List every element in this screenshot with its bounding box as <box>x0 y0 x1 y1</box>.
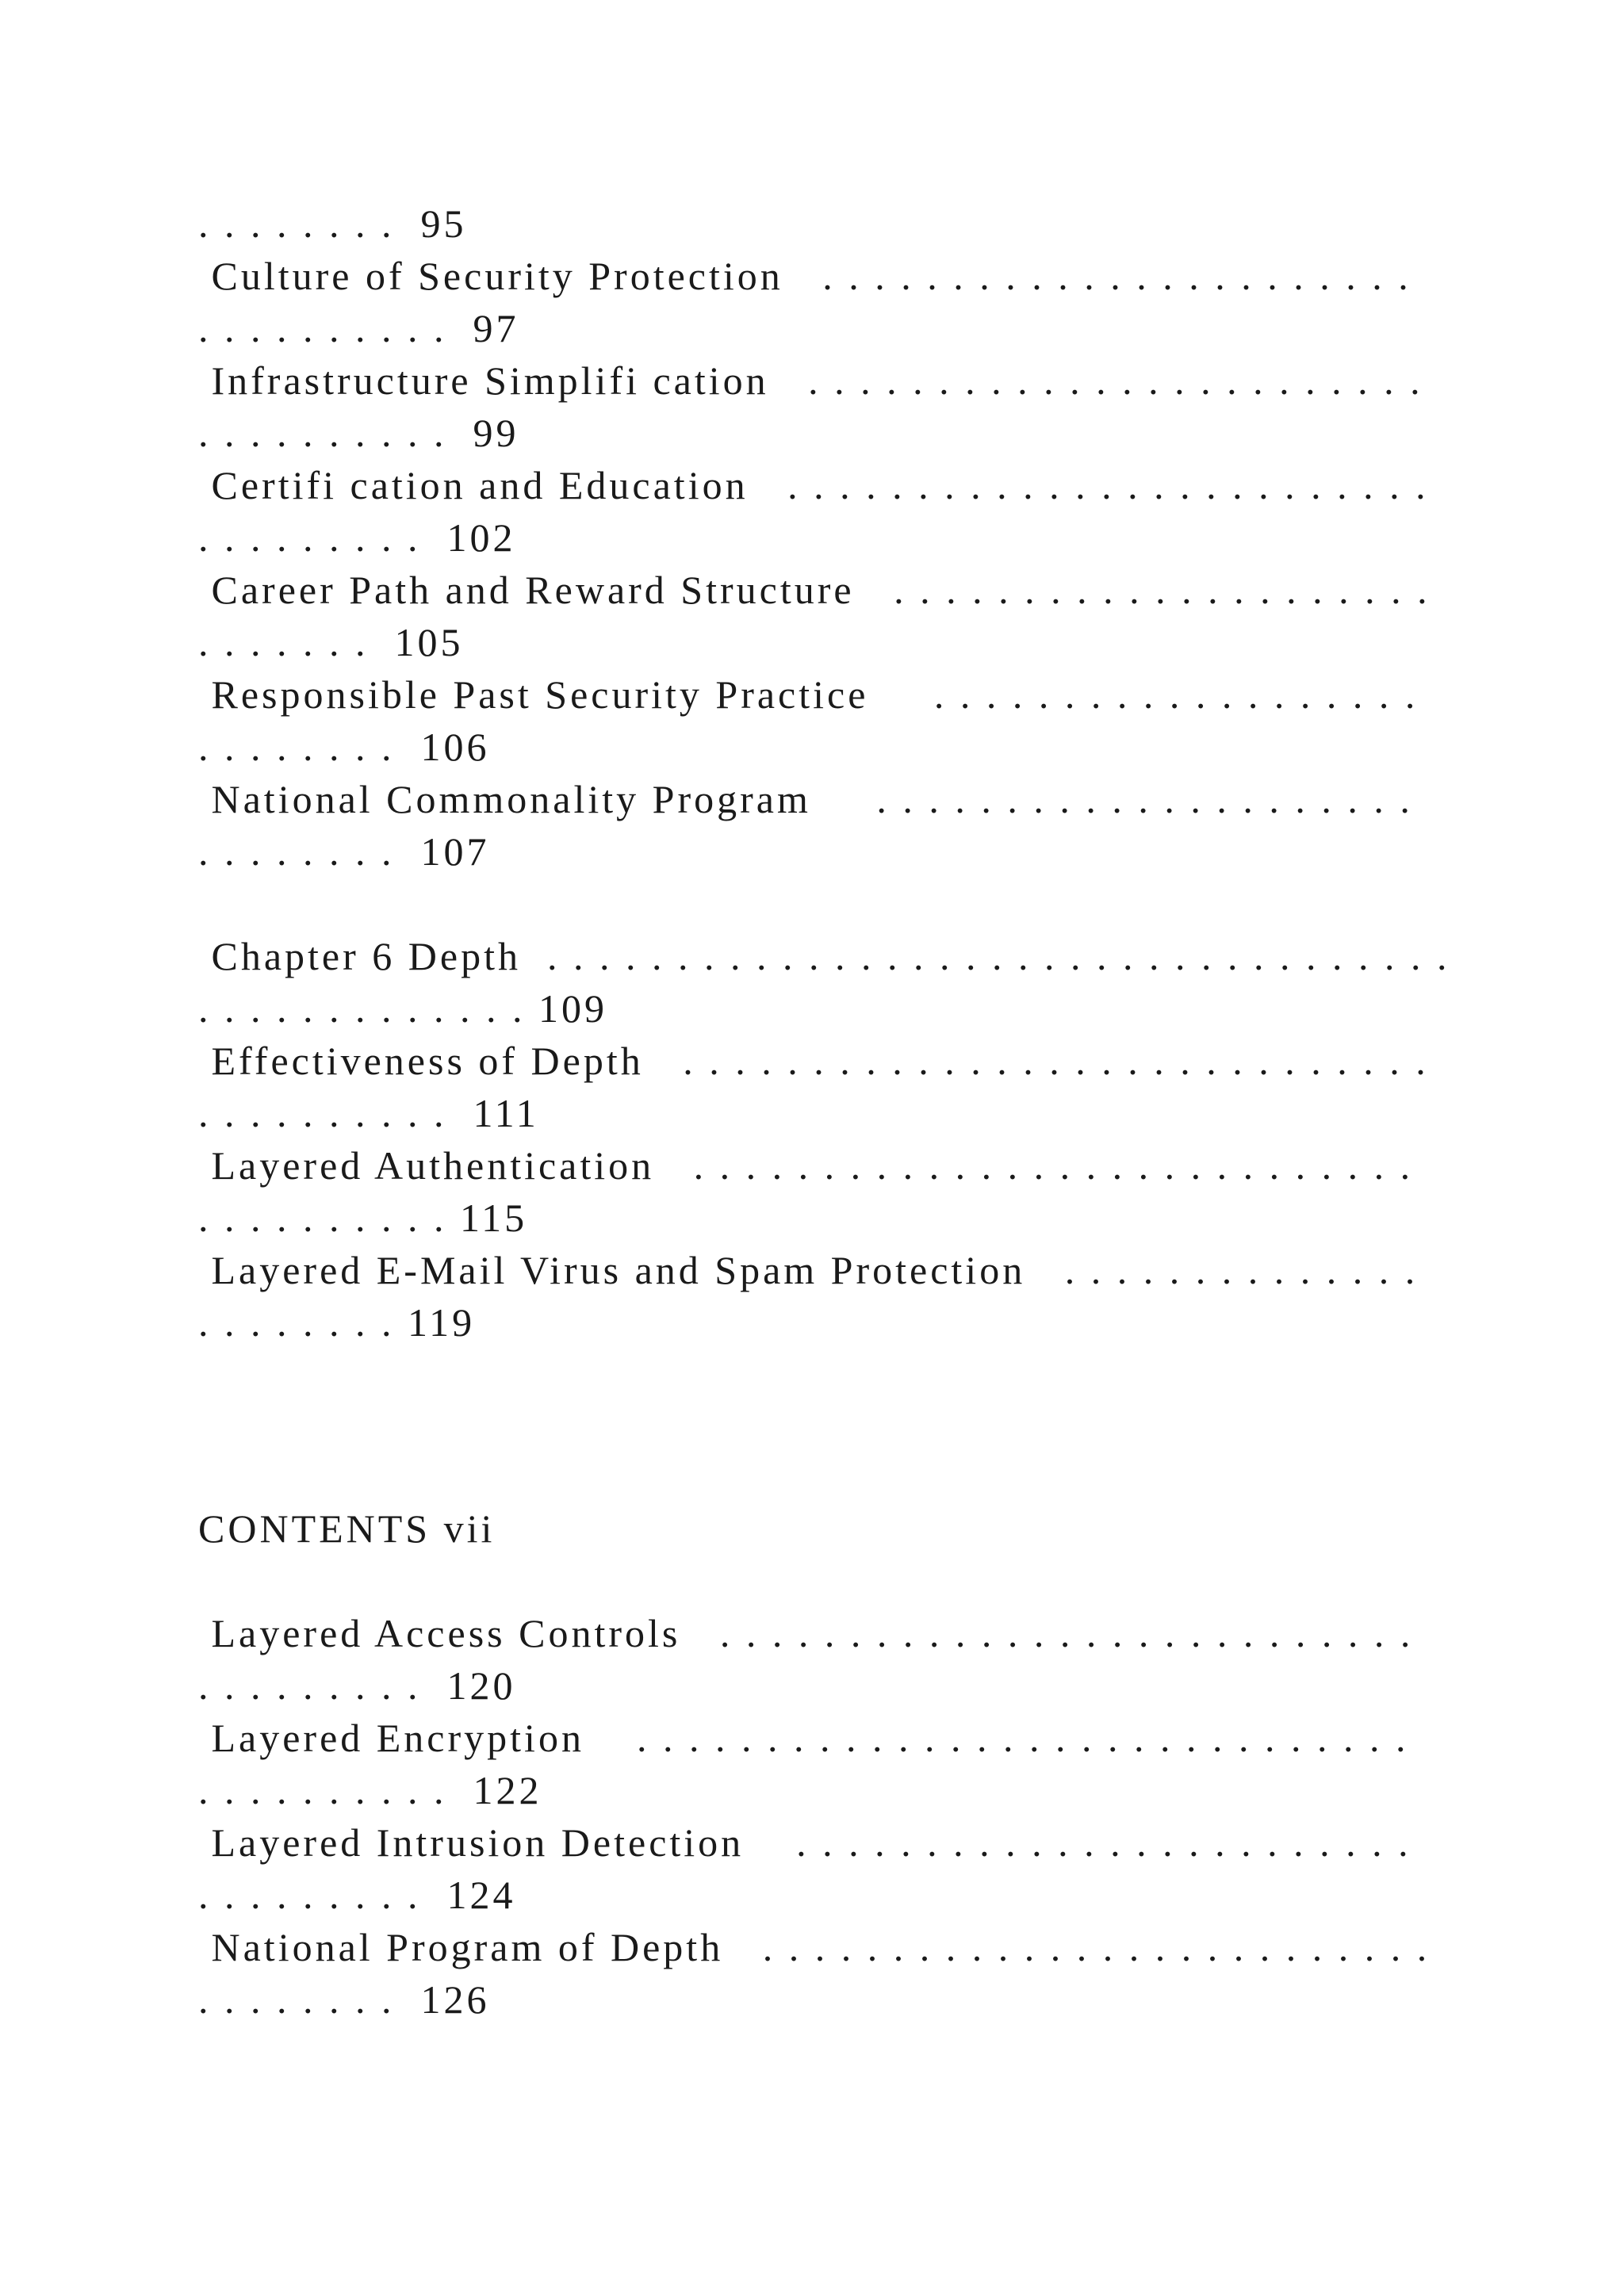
toc-line: . . . . . . . . . 102 <box>198 515 516 560</box>
toc-line: . . . . . . . . . 124 <box>198 1873 516 1917</box>
toc-line: . . . . . . . . . . 111 <box>198 1091 539 1135</box>
toc-line: . . . . . . . . . . 122 <box>198 1768 542 1812</box>
toc-line: . . . . . . . . . . . . . 109 <box>198 986 607 1031</box>
toc-entry: Layered Intrusion Detection . . . . . . . . . . . . . . . . . . . . . . . . <box>198 1820 1411 1865</box>
toc-line: . . . . . . . . 107 <box>198 829 490 874</box>
toc-entry: Culture of Security Protection . . . . . . . . . . . . . . . . . . . . . . . <box>198 254 1411 298</box>
toc-entry: Infrastructure Simplifi cation . . . . . . . . . . . . . . . . . . . . . . . . <box>198 358 1423 403</box>
toc-entry: Layered Access Controls . . . . . . . . . . . . . . . . . . . . . . . . . . . <box>198 1611 1414 1655</box>
toc-line: . . . . . . . . 106 <box>198 725 490 769</box>
toc-entry: Layered E-Mail Virus and Spam Protection . . . . . . . . . . . . . . <box>198 1248 1419 1292</box>
toc-entry: National Commonality Program . . . . . . . . . . . . . . . . . . . . . <box>198 777 1413 821</box>
toc-entry: National Program of Depth . . . . . . . . . . . . . . . . . . . . . . . . . . <box>198 1925 1431 1969</box>
toc-entry: Certifi cation and Education . . . . . . . . . . . . . . . . . . . . . . . . . <box>198 463 1429 507</box>
toc-entry: Layered Encryption . . . . . . . . . . . . . . . . . . . . . . . . . . . . . . <box>198 1716 1409 1760</box>
toc-line: . . . . . . . . . . 97 <box>198 306 519 350</box>
toc-line: . . . . . . . . 95 <box>198 201 467 246</box>
toc-line: . . . . . . . 105 <box>198 620 464 664</box>
toc-line: . . . . . . . . . 120 <box>198 1663 516 1708</box>
toc-line: . . . . . . . . 119 <box>198 1300 476 1345</box>
running-header: CONTENTS vii <box>198 1506 496 1551</box>
toc-entry: Layered Authentication . . . . . . . . . . . . . . . . . . . . . . . . . . . . <box>198 1143 1414 1188</box>
toc-line: . . . . . . . . 126 <box>198 1977 490 2022</box>
toc-line: . . . . . . . . . . 99 <box>198 411 519 455</box>
toc-line: . . . . . . . . . . 115 <box>198 1196 528 1240</box>
toc-chapter: Chapter 6 Depth . . . . . . . . . . . . . . . . . . . . . . . . . . . . . . . . . . . <box>198 934 1450 978</box>
toc-entry: Career Path and Reward Structure . . . . . . . . . . . . . . . . . . . . . <box>198 568 1431 612</box>
toc-entry: Effectiveness of Depth . . . . . . . . . . . . . . . . . . . . . . . . . . . . . <box>198 1039 1429 1083</box>
toc-entry: Responsible Past Security Practice . . . . . . . . . . . . . . . . . . . <box>198 672 1419 717</box>
